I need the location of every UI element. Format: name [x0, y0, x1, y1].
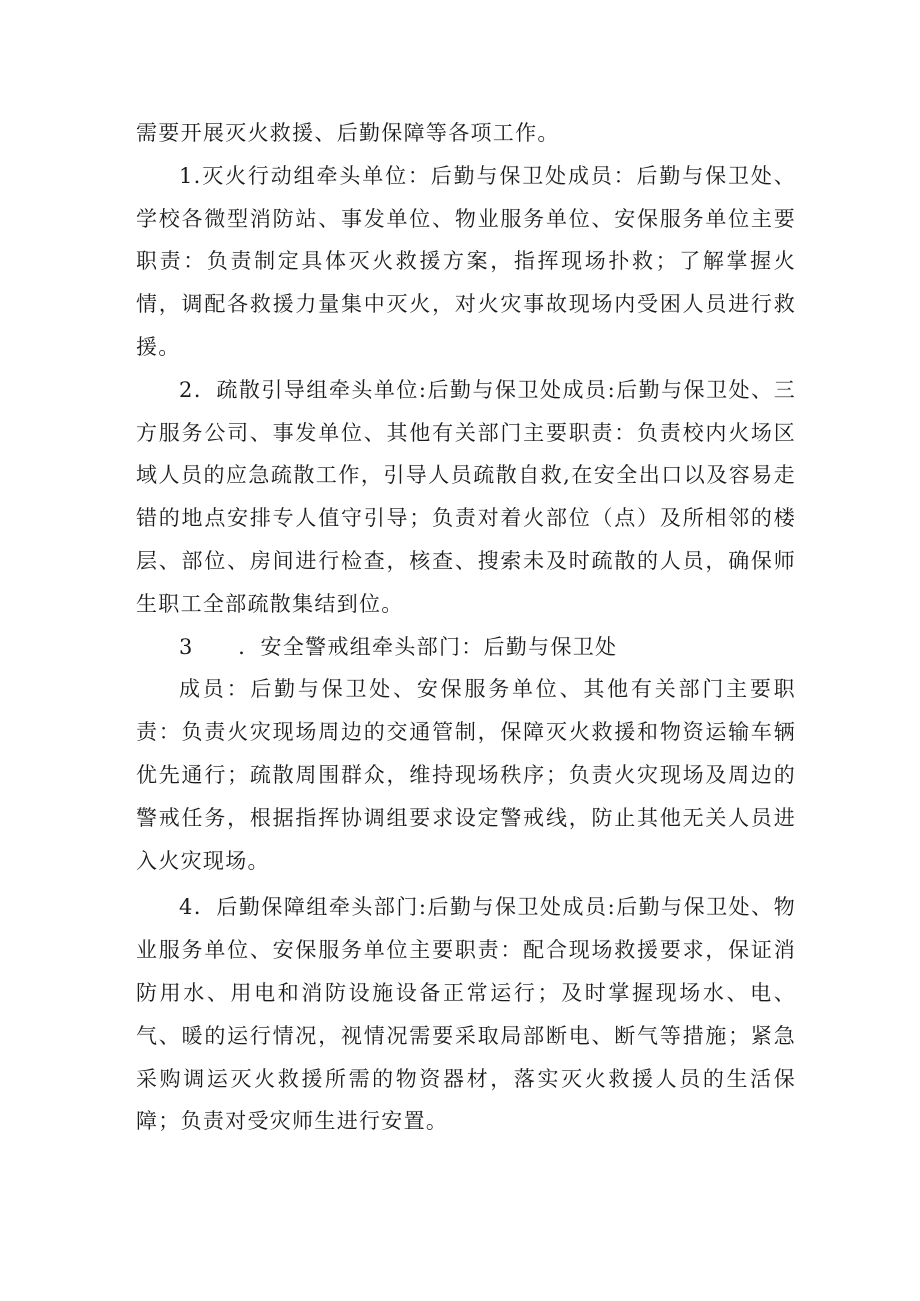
section-1-fire-fighting-group: 1.灭火行动组牵头单位：后勤与保卫处成员：后勤与保卫处、学校各微型消防站、事发单位、物业服务单位、安保服务单位主要职责：负责制定具体灭火救援方案，指挥现场扑救；了解掌握火情，调配各救援力量集中灭火，对火灾事故现场内受困人员进行救援。 — [136, 163, 796, 359]
section-3-heading-security-group: 3 ．安全警戒组牵头部门：后勤与保卫处 — [179, 634, 618, 659]
document-body — [136, 112, 796, 1143]
section-3-body: 成员：后勤与保卫处、安保服务单位、其他有关部门主要职责：负责火灾现场周边的交通管制，保障灭火救援和物资运输车辆优先通行；疏散周围群众，维持现场秩序；负责火灾现场及周边的警戒任务，根据指挥协调组要求设定警戒线，防止其他无关人员进入火灾现场。 — [136, 677, 796, 873]
section-4-logistics-group: 4．后勤保障组牵头部门:后勤与保卫处成员:后勤与保卫处、物业服务单位、安保服务单位主要职责：配合现场救援要求，保证消防用水、用电和消防设施设备正常运行；及时掌握现场水、电、气、暖的运行情况，视情况需要采取局部断电、断气等措施；紧急采购调运灭火救援所需的物资器材，落实灭火救援人员的生活保障；负责对受灾师生进行安置。 — [136, 895, 796, 1134]
intro-paragraph: 需要开展灭火救援、后勤保障等各项工作。 — [136, 121, 560, 145]
section-2-evacuation-group: 2．疏散引导组牵头单位:后勤与保卫处成员:后勤与保卫处、三方服务公司、事发单位、其他有关部门主要职责：负责校内火场区域人员的应急疏散工作，引导人员疏散自救,在安全出口以及容易走错的地点安排专人值守引导；负责对着火部位（点）及所相邻的楼层、部位、房间进行检查，核查、搜索未及时疏散的人员，确保师生职工全部疏散集结到位。 — [136, 377, 796, 616]
